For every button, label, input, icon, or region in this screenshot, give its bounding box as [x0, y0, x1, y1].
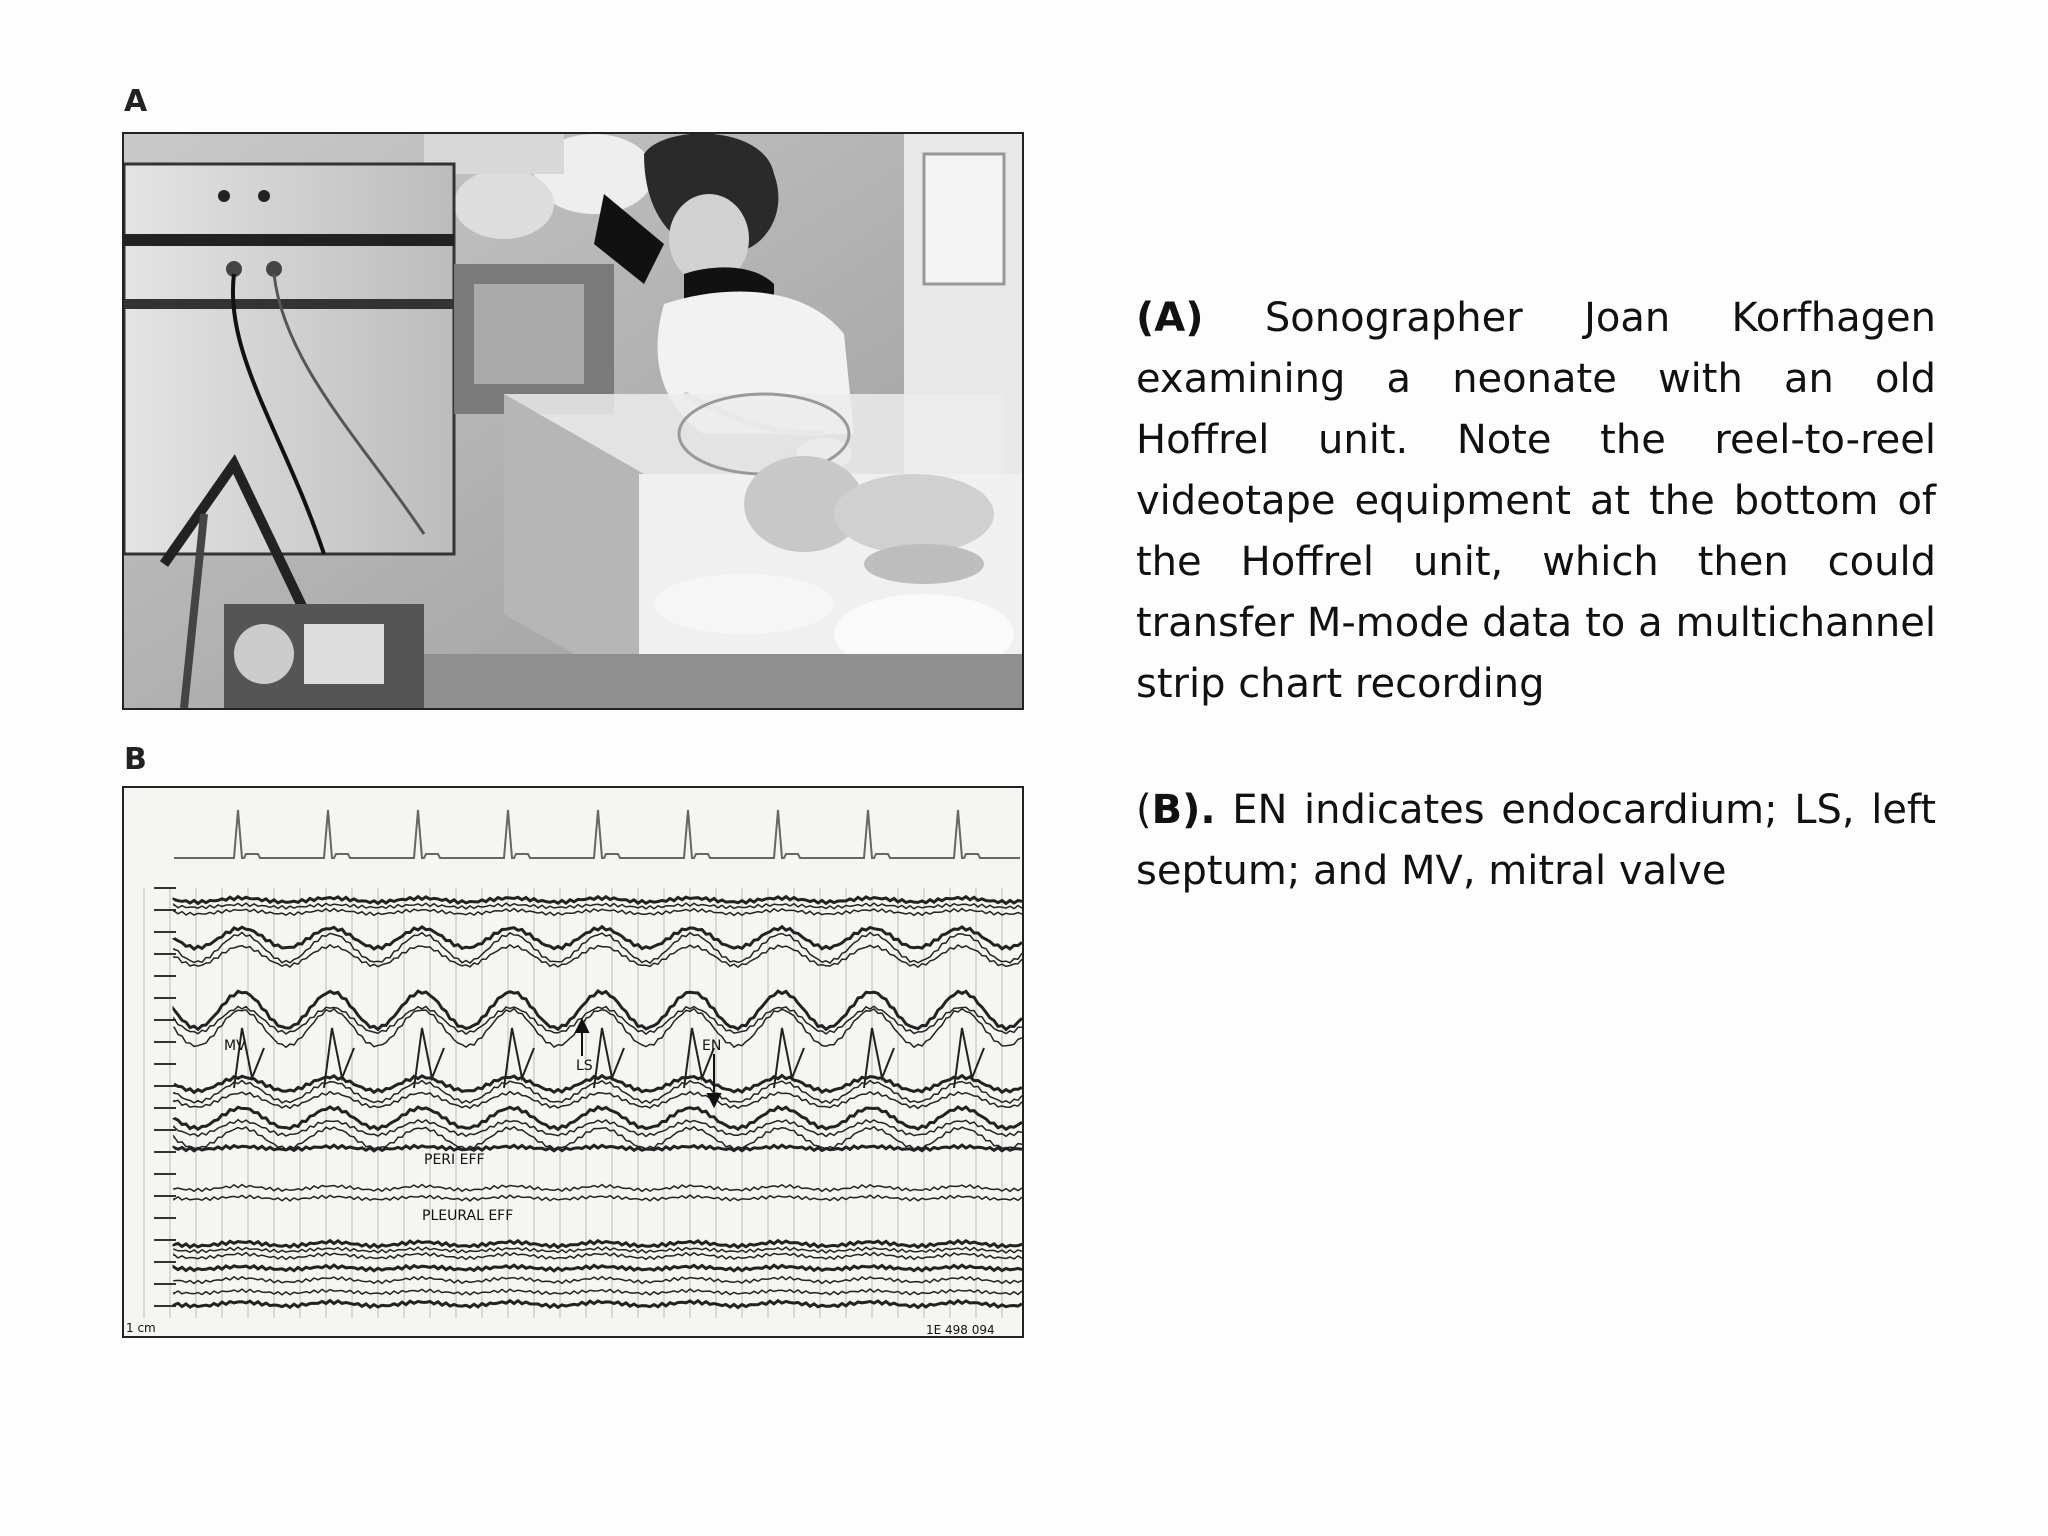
panel-a-letter: A — [124, 84, 148, 119]
panel-b-letter: B — [124, 742, 147, 777]
photo-sonographer-examining-neonate — [122, 132, 1024, 710]
caption-b-letter: B — [1151, 787, 1183, 833]
caption-panel-b — [1136, 780, 1936, 902]
label-code: 1E 498 094 — [926, 1323, 995, 1336]
label-pleural-eff: PLEURAL EFF — [422, 1208, 514, 1224]
photo-illustration — [124, 134, 1022, 708]
caption-b-text: EN indicates endocardium; LS, left septum; and MV, mitral valve — [1136, 787, 1936, 894]
m-mode-tracing — [124, 788, 1022, 1336]
label-en: EN — [702, 1038, 722, 1054]
label-scale: 1 cm — [126, 1321, 156, 1335]
label-ls: LS — [576, 1058, 593, 1074]
label-mv: MV — [224, 1038, 246, 1054]
caption-b-close: ). — [1182, 787, 1216, 833]
caption-b-open: ( — [1136, 787, 1152, 833]
caption-panel-a — [1136, 288, 1936, 715]
caption-a-text: Sonographer Joan Korfhagen examining a neonate with an old Hoffrel unit. Note the reel-to-reel videotape equipment at the bottom of the Hoffrel unit, which then could transfer M-mode data to a multichannel strip chart recording — [1136, 295, 1936, 707]
caption-a-tag: (A) — [1136, 295, 1204, 341]
m-mode-strip-chart — [122, 786, 1024, 1338]
label-peri-eff: PERI EFF — [424, 1152, 485, 1168]
